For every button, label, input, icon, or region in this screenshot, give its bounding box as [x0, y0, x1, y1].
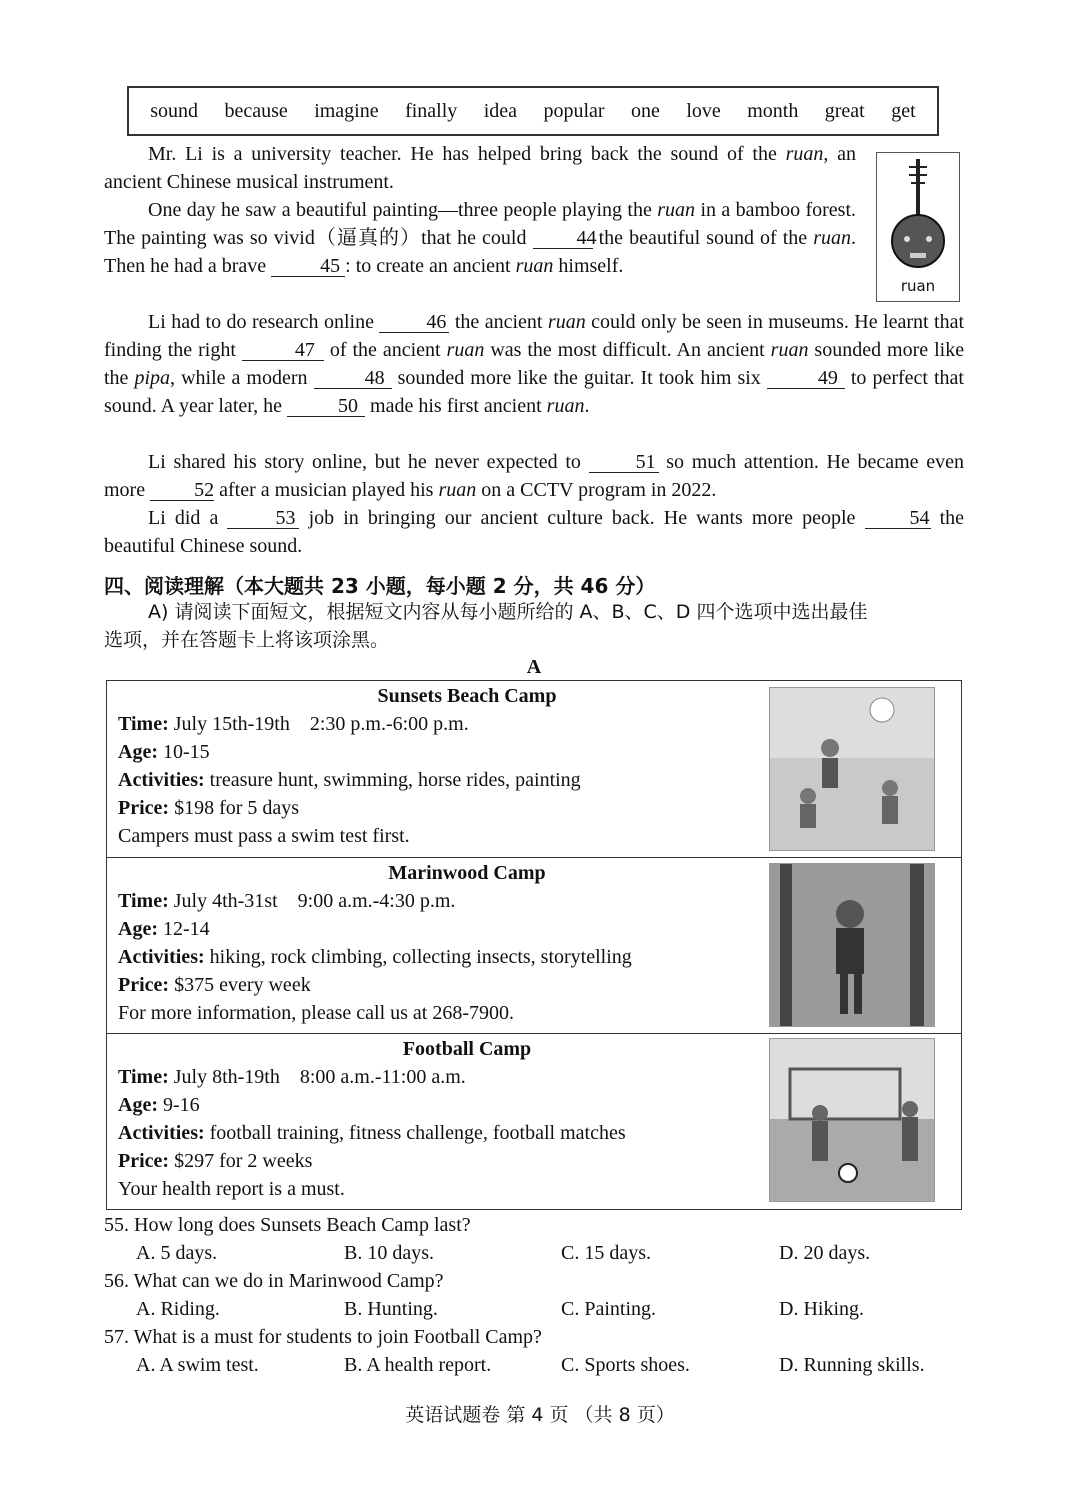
text: Li did a	[148, 507, 219, 529]
word-bank-item: imagine	[314, 99, 379, 122]
camp-age	[118, 1094, 200, 1117]
option-d[interactable]: D. 20 days.	[779, 1242, 871, 1264]
word-bank-item: finally	[405, 99, 458, 122]
text: in a	[700, 199, 731, 221]
word-bank-item: great	[824, 99, 865, 122]
instruction-line-1: A) 请阅读下面短文，根据短文内容从每小题所给的 A、B、C、D 四个选项中选出最佳	[148, 601, 868, 623]
camp-activities	[118, 946, 632, 969]
passage-paragraph-3	[104, 308, 964, 420]
value: treasure hunt, swimming, horse rides, painting	[204, 769, 581, 791]
value: July 4th-31st 9:00 a.m.-4:30 p.m.	[168, 890, 456, 912]
italic-word: ruan	[657, 199, 696, 221]
blank-52[interactable]: 52	[150, 480, 214, 501]
forest-hiking-illustration	[769, 863, 935, 1027]
text: beautiful sound of the	[629, 227, 808, 249]
camp-row	[107, 857, 961, 1033]
italic-word: ruan	[546, 395, 585, 417]
text: so much attention. He became	[666, 451, 919, 473]
blank-47[interactable]: 47	[242, 340, 324, 361]
camp-activities	[118, 1122, 626, 1145]
blank-53[interactable]: 53	[227, 508, 299, 529]
passage-paragraph-5	[104, 504, 964, 560]
italic-word: ruan	[770, 339, 809, 361]
option-c[interactable]: C. Sports shoes.	[561, 1354, 690, 1376]
label: Age:	[118, 741, 158, 763]
label: Age:	[118, 918, 158, 940]
option-a[interactable]: A. 5 days.	[136, 1242, 218, 1264]
value: 12-14	[157, 918, 210, 940]
value: $297 for 2 weeks	[169, 1150, 313, 1172]
text: even more	[104, 451, 965, 501]
text: was the most difficult. An	[490, 339, 701, 361]
blank-49[interactable]: 49	[767, 368, 845, 389]
value: $375 every week	[169, 974, 311, 996]
camp-title: Sunsets Beach Camp	[377, 685, 557, 707]
value: 10-15	[157, 741, 210, 763]
blank-46[interactable]: 46	[379, 312, 449, 333]
text: , while a modern	[170, 367, 308, 389]
text: , an ancient Chinese musical instrument.	[104, 143, 857, 193]
label: Age:	[118, 1094, 158, 1116]
blank-51[interactable]: 51	[589, 452, 659, 473]
text: ancient	[706, 339, 765, 361]
value: football training, fitness challenge, football matches	[204, 1122, 626, 1144]
blank-48[interactable]: 48	[314, 368, 392, 389]
text: guitar. It took him six	[583, 367, 761, 389]
blank-50[interactable]: 50	[287, 396, 365, 417]
camp-title: Marinwood Camp	[388, 862, 546, 884]
value: 9-16	[157, 1094, 200, 1116]
ruan-illustration	[876, 152, 960, 302]
text: first ancient	[446, 395, 542, 417]
text: Li had to do research online	[148, 311, 374, 333]
italic-word: ruan	[438, 479, 477, 501]
camp-time	[118, 1066, 466, 1089]
option-b[interactable]: B. A health report.	[344, 1354, 492, 1376]
option-a[interactable]: A. Riding.	[136, 1298, 220, 1320]
camp-price	[118, 797, 299, 820]
blank-54[interactable]: 54	[865, 508, 931, 529]
text: on a CCTV program in 2022.	[481, 479, 717, 501]
question-57: 57. What is a must for students to join Football Camp?	[104, 1326, 542, 1348]
option-d[interactable]: D. Hiking.	[779, 1298, 864, 1320]
camp-note: For more information, please call us at 268-7900.	[118, 1002, 515, 1024]
label: Activities:	[118, 946, 205, 968]
passage-paragraph-2	[104, 196, 856, 280]
camp-title: Football Camp	[402, 1038, 532, 1060]
label: Time:	[118, 1066, 169, 1088]
text: .	[584, 395, 590, 417]
text: : to create an ancient	[345, 255, 511, 277]
label: Time:	[118, 890, 169, 912]
text: beautiful Chinese sound.	[104, 535, 303, 557]
option-a[interactable]: A. A swim test.	[136, 1354, 259, 1376]
text: could only be seen in museums.	[591, 311, 849, 333]
label: Price:	[118, 974, 170, 996]
camp-price	[118, 974, 311, 997]
camp-time	[118, 713, 469, 736]
blank-44[interactable]: 44	[533, 228, 593, 249]
option-b[interactable]: B. 10 days.	[344, 1242, 434, 1264]
camp-note: Your health report is a must.	[118, 1178, 345, 1200]
football-illustration	[769, 1038, 935, 1202]
camp-age	[118, 741, 210, 764]
camp-note: Campers must pass a swim test first.	[118, 825, 410, 847]
text: Li shared his story online, but he never expected to	[148, 451, 581, 473]
passage-paragraph-1	[104, 140, 856, 196]
ruan-instrument-icon	[877, 153, 959, 273]
text: of the ancient	[329, 339, 441, 361]
value: $198 for 5 days	[169, 797, 300, 819]
text: himself.	[553, 255, 624, 277]
label: Price:	[118, 1150, 170, 1172]
text: He learnt that finding the right	[104, 311, 965, 361]
camp-row	[107, 681, 961, 857]
text: the	[598, 227, 624, 249]
label: Activities:	[118, 1122, 205, 1144]
instruction-line-2: 选项，并在答题卡上将该项涂黑。	[104, 629, 390, 651]
option-b[interactable]: B. Hunting.	[344, 1298, 438, 1320]
camp-price	[118, 1150, 312, 1173]
word-bank	[127, 86, 939, 136]
option-d[interactable]: D. Running skills.	[779, 1354, 925, 1376]
italic-word: pipa	[134, 367, 171, 389]
text: the ancient	[454, 311, 543, 333]
text: One day he saw a beautiful painting—three people playing the	[148, 199, 652, 221]
option-c[interactable]: C. 15 days.	[561, 1242, 651, 1264]
word-bank-item: get	[891, 99, 916, 122]
value: July 8th-19th 8:00 a.m.-11:00 a.m.	[168, 1066, 466, 1088]
italic-word: ruan	[446, 339, 485, 361]
word-bank-item: popular	[543, 99, 605, 122]
text: . Then he had a brave	[104, 227, 857, 277]
text: sounded more like the	[104, 339, 965, 389]
section-heading: 四、阅读理解（本大题共 23 小题，每小题 2 分，共 46 分）	[104, 574, 656, 598]
ruan-caption: ruan	[900, 277, 936, 295]
camp-row	[107, 1033, 961, 1209]
word-bank-item: month	[747, 99, 799, 122]
text: Mr. Li is a university teacher. He has helped bring back the sound of the	[148, 143, 777, 165]
word-bank-item: idea	[483, 99, 518, 122]
text: the	[939, 507, 965, 529]
text: after a musician played his	[219, 479, 434, 501]
text: sounded more like the	[397, 367, 578, 389]
camp-age	[118, 918, 210, 941]
italic-word: ruan	[547, 311, 586, 333]
italic-word: ruan	[515, 255, 554, 277]
text: job in bringing our ancient culture back. He wants more people	[308, 507, 856, 529]
question-56: 56. What can we do in Marinwood Camp?	[104, 1270, 444, 1292]
camps-table	[106, 680, 962, 1210]
text: made his	[370, 395, 442, 417]
page-footer: 英语试题卷 第 4 页 （共 8 页）	[405, 1404, 675, 1426]
word-bank-item: sound	[150, 99, 199, 122]
blank-45[interactable]: 45	[271, 256, 345, 277]
beach-camp-illustration	[769, 687, 935, 851]
label: Time:	[118, 713, 169, 735]
text: to perfect that sound. A year later, he	[104, 367, 964, 417]
part-label: A	[526, 656, 542, 678]
label: Price:	[118, 797, 170, 819]
word-bank-item: one	[631, 99, 660, 122]
value: July 15th-19th 2:30 p.m.-6:00 p.m.	[168, 713, 469, 735]
option-c[interactable]: C. Painting.	[561, 1298, 657, 1320]
text: bamboo forest. The painting was so vivid（逼真的）that he could	[104, 199, 857, 249]
value: hiking, rock climbing, collecting insects, storytelling	[204, 946, 632, 968]
camp-activities	[118, 769, 581, 792]
question-55: 55. How long does Sunsets Beach Camp last?	[104, 1214, 471, 1236]
italic-word: ruan	[813, 227, 852, 249]
label: Activities:	[118, 769, 205, 791]
italic-word: ruan	[785, 143, 824, 165]
word-bank-item: love	[686, 99, 721, 122]
word-bank-item: because	[224, 99, 288, 122]
passage-paragraph-4	[104, 448, 964, 504]
camp-time	[118, 890, 455, 913]
